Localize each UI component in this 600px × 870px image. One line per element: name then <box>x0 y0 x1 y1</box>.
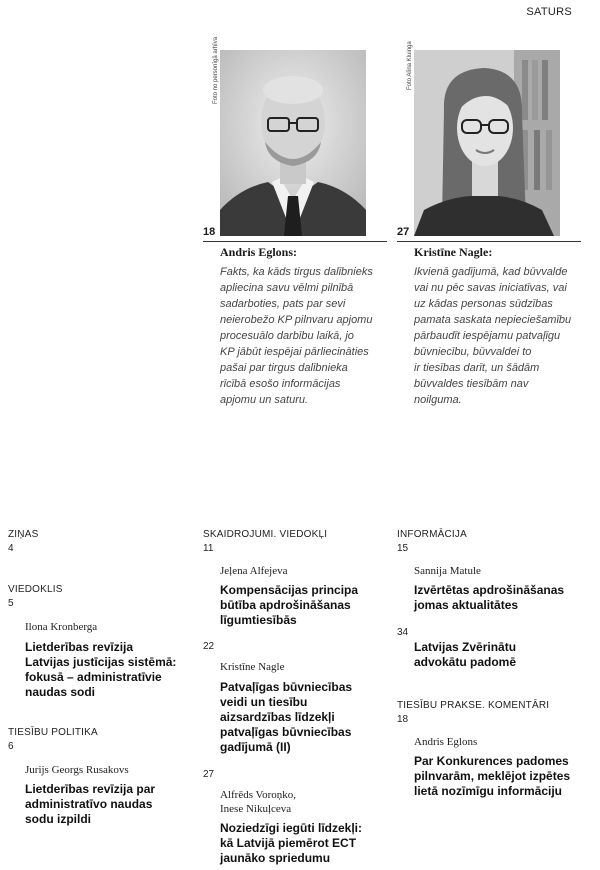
toc-article-title[interactable]: Noziedzīgi iegūti līdzekļi: kā Latvijā piemērot ECT jaunāko spriedumu <box>220 821 363 865</box>
toc-page-number[interactable]: 15 <box>397 543 409 554</box>
toc-article-title[interactable]: Kompensācijas principa būtība apdrošināšanas līgumtiesībās <box>220 583 359 627</box>
toc-section-tiesibu-prakse: TIESĪBU PRAKSE. KOMENTĀRI <box>397 700 550 711</box>
feature-page-number: 18 <box>203 226 216 238</box>
toc-article-title[interactable]: Patvaļīgas būvniecības veidi un tiesību aizsardzības līdzekļi patvaļīgas būvniecības gadījumā (II) <box>220 680 353 754</box>
toc-section-skaidrojumi: SKAIDROJUMI. VIEDOKĻI <box>203 529 328 540</box>
toc-article-title[interactable]: Lietderības revīzija Latvijas justīcijas sistēmā: fokusā – administratīvie naudas sodi <box>25 640 177 699</box>
portrait-woman-image <box>414 50 560 236</box>
divider <box>203 241 387 242</box>
toc-author: Sannija Matule <box>414 565 481 577</box>
toc-author: Alfrēds Voroņko, Inese Nikuļceva <box>220 789 296 815</box>
feature-quote: Ikvienā gadījumā, kad būvvalde vai nu pēc savas iniciatīvas, vai uz kādas personas sūdzības pamata saskata nepieciešamību pārbaudīt iespējamu patvaļīgu būvniecību, būvvaldei to ir tiesības darīt, un šādām būvvaldes tiesībām nav noilguma. <box>414 266 572 406</box>
toc-author: Jeļena Alfejeva <box>220 565 288 577</box>
toc-page-number[interactable]: 6 <box>8 741 14 752</box>
photo-credit-1: Foto no personīgā arhīva <box>213 36 219 104</box>
portrait-man-image <box>220 50 366 236</box>
feature-quote: Fakts, ka kāds tirgus dalībnieks apliecina savu vēlmi pilnībā sadarboties, pats par sevi neierobežo KP pilnvaru apjomu procesuālo darbību laikā, jo KP jābūt iespējai pārliecināties pašai par tirgus dalībnieka rīcībā esošo informācijas apjomu un saturu. <box>220 266 373 406</box>
toc-page-number[interactable]: 5 <box>8 598 14 609</box>
toc-article-title[interactable]: Latvijas Zvērinātu advokātu padomē <box>414 640 517 669</box>
feature-author-name: Kristīne Nagle: <box>414 245 493 259</box>
toc-author: Jurijs Georgs Rusakovs <box>25 764 129 776</box>
toc-section-viedoklis: VIEDOKLIS <box>8 584 63 595</box>
toc-article-title[interactable]: Par Konkurences padomes pilnvarām, meklējot izpētes lietā nozīmīgu informāciju <box>414 754 571 798</box>
divider <box>397 241 581 242</box>
feature-page-number: 27 <box>397 226 410 238</box>
section-header: SATURS <box>526 6 572 18</box>
photo-credit-2: Foto Alīna Kluinga <box>407 41 413 90</box>
toc-section-informacija: INFORMĀCIJA <box>397 529 467 540</box>
toc-section-zinas: ZIŅAS <box>8 529 39 540</box>
toc-page-number[interactable]: 18 <box>397 714 409 725</box>
portrait-andris-eglons <box>220 50 366 236</box>
toc-author: Kristīne Nagle <box>220 661 285 673</box>
toc-page-number[interactable]: 11 <box>203 543 214 554</box>
toc-section-tiesibu-politika: TIESĪBU POLITIKA <box>8 727 98 738</box>
portrait-kristine-nagle <box>414 50 560 236</box>
toc-page-number[interactable]: 27 <box>203 769 215 780</box>
feature-author-name: Andris Eglons: <box>220 245 298 259</box>
toc-article-title[interactable]: Lietderības revīzija par administratīvo naudas sodu izpildi <box>25 782 156 826</box>
toc-page-number[interactable]: 34 <box>397 627 409 638</box>
toc-article-title[interactable]: Izvērtētas apdrošināšanas jomas aktualitātes <box>414 583 565 612</box>
toc-page-number[interactable]: 4 <box>8 543 14 554</box>
toc-author: Ilona Kronberga <box>25 621 98 633</box>
toc-author: Andris Eglons <box>414 736 478 748</box>
toc-page-number[interactable]: 22 <box>203 641 215 652</box>
